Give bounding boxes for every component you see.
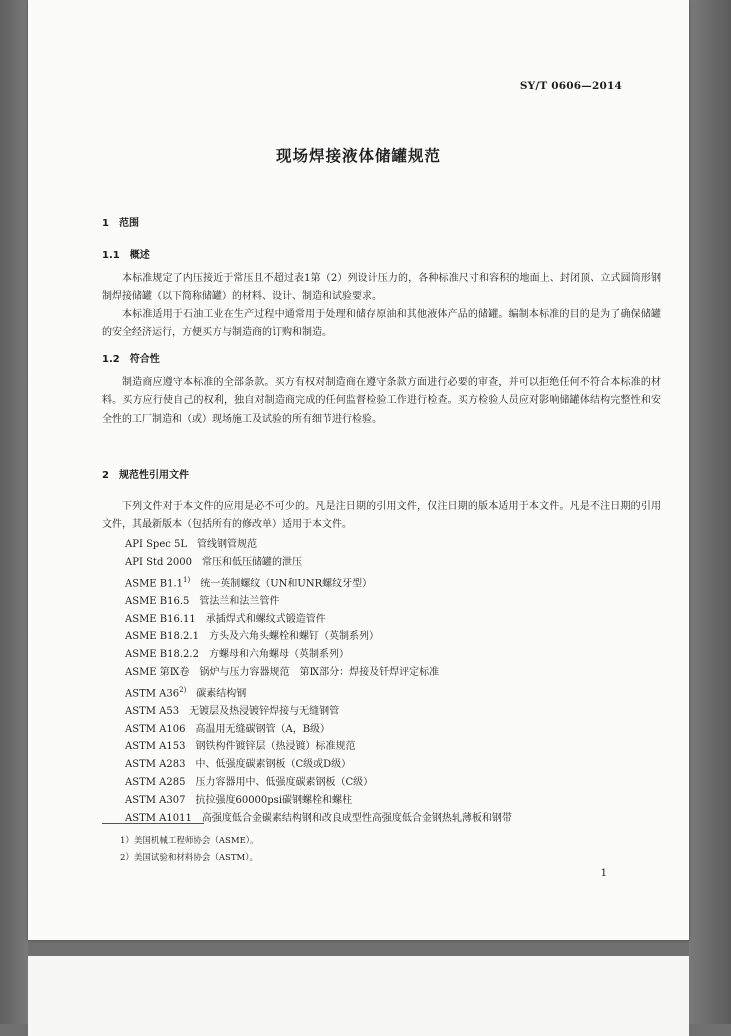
paragraph-overview-1: 本标准规定了内压接近于常压且不超过表1第（2）列设计压力的，各种标准尺寸和容积的地面上、封闭顶、立式圆筒形钢制焊接储罐（以下简称储罐）的材料、设计、制造和试验要求。 <box>102 273 661 303</box>
paragraph-references-intro: 下列文件对于本文件的应用是必不可少的。凡是注日期的引用文件，仅注日期的版本适用于本文件。凡是不注日期的引用文件，其最新版本（包括所有的修改单）适用于本文件。 <box>102 501 661 531</box>
reference-item <box>125 572 512 593</box>
reference-code: ASTM A283 <box>125 759 186 771</box>
footnote-1: 1）美国机械工程师协会（ASME）。 <box>120 836 259 846</box>
reference-desc: 压力容器用中、低强度碳素钢板（C级） <box>195 777 374 789</box>
reference-code: ASME 第Ⅸ卷 <box>125 666 190 678</box>
reference-item <box>125 774 512 792</box>
reference-item <box>125 628 512 646</box>
reference-code: ASME B18.2.2 <box>125 649 199 661</box>
reference-item <box>125 593 512 611</box>
document-page[interactable] <box>28 0 689 940</box>
viewer-right-margin <box>689 0 731 1024</box>
paragraph-overview-2: 本标准适用于石油工业在生产过程中通常用于处理和储存原油和其他液体产品的储罐。编制本标准的目的是为了确保储罐的安全经济运行，方便买方与制造商的订购和制造。 <box>102 309 661 339</box>
footnote-2: 2）美国试验和材料协会（ASTM）。 <box>120 853 258 863</box>
reference-item <box>125 721 512 739</box>
reference-desc: 中、低强度碳素钢板（C级或D级） <box>195 759 352 771</box>
reference-item <box>125 536 512 554</box>
reference-desc: 抗拉强度60000psi碳钢螺栓和螺柱 <box>195 794 353 806</box>
reference-desc: 常压和低压储罐的泄压 <box>201 556 302 568</box>
reference-desc: 碳素结构钢 <box>196 688 247 700</box>
reference-desc: 锅炉与压力容器规范 第Ⅸ部分：焊接及钎焊评定标准 <box>199 666 440 678</box>
reference-code: ASME B16.11 <box>125 613 196 625</box>
reference-item <box>125 611 512 629</box>
page-title: 现场焊接液体储罐规范 <box>275 147 441 165</box>
reference-desc: 无镀层及热浸镀锌焊接与无缝钢管 <box>189 705 340 717</box>
reference-code: ASTM A106 <box>125 723 186 735</box>
reference-list <box>125 536 512 827</box>
paragraph-conformance: 制造商应遵守本标准的全部条款。买方有权对制造商在遵守条款方面进行必要的审查，并可以拒绝任何不符合本标准的材料。买方应行使自己的权利，独自对制造商完成的任何监督检验工作进行检查。买方检验人员应对影响储罐体结构完整性和安全性的工厂制造和（或）现场施工及试验的所有细节进行检验。 <box>102 377 661 425</box>
reference-code: ASME B18.2.1 <box>125 631 199 643</box>
reference-desc: 方螺母和六角螺母（英制系列） <box>208 649 349 661</box>
reference-desc: 承插焊式和螺纹式锻造管件 <box>205 613 326 625</box>
section-heading-conformance: 1.2 符合性 <box>102 354 160 365</box>
reference-item <box>125 792 512 810</box>
reference-code: ASTM A1011 <box>125 812 192 824</box>
reference-item <box>125 738 512 756</box>
reference-desc: 钢铁构件镀锌层（热浸镀）标准规范 <box>195 741 356 753</box>
reference-item <box>125 810 512 828</box>
footnote-divider <box>102 823 204 824</box>
reference-code: ASME B1.1$^{1)}$ <box>125 575 191 589</box>
reference-code: ASTM A285 <box>125 777 186 789</box>
reference-code: API Std 2000 <box>125 556 192 568</box>
page-number: 1 <box>600 868 607 879</box>
reference-item <box>125 646 512 664</box>
reference-item <box>125 703 512 721</box>
reference-code: ASME B16.5 <box>125 595 190 607</box>
section-heading-scope: 1 范围 <box>102 218 139 229</box>
reference-code: API Spec 5L <box>125 539 188 550</box>
footnote-marker: 2) <box>179 685 187 694</box>
section-heading-normative-references: 2 规范性引用文件 <box>102 470 189 481</box>
reference-desc: 管法兰和法兰管件 <box>199 595 280 607</box>
reference-code: ASTM A307 <box>125 794 186 806</box>
reference-desc: 管线钢管规范 <box>197 539 258 550</box>
reference-code: ASTM A153 <box>125 741 186 753</box>
reference-code: ASTM A36$^{2)}$ <box>125 685 187 700</box>
document-number: SY/T 0606—2014 <box>519 80 622 92</box>
reference-desc: 高温用无缝碳钢管（A，B级） <box>195 723 331 735</box>
reference-code: ASTM A53 <box>125 705 180 717</box>
reference-item <box>125 554 512 572</box>
reference-item <box>125 664 512 682</box>
reference-desc: 统一英制螺纹（UN和UNR螺纹牙型） <box>200 577 373 589</box>
reference-item <box>125 756 512 774</box>
reference-item <box>125 682 512 703</box>
section-heading-overview: 1.1 概述 <box>102 250 150 261</box>
viewer-left-margin <box>0 0 28 1024</box>
reference-desc: 方头及六角头螺栓和螺钉（英制系列） <box>208 631 379 643</box>
reference-desc: 高强度低合金碳素结构钢和改良成型性高强度低合金钢热轧薄板和钢带 <box>201 812 512 824</box>
next-page-preview[interactable] <box>28 956 689 1036</box>
footnote-marker: 1) <box>183 575 191 584</box>
